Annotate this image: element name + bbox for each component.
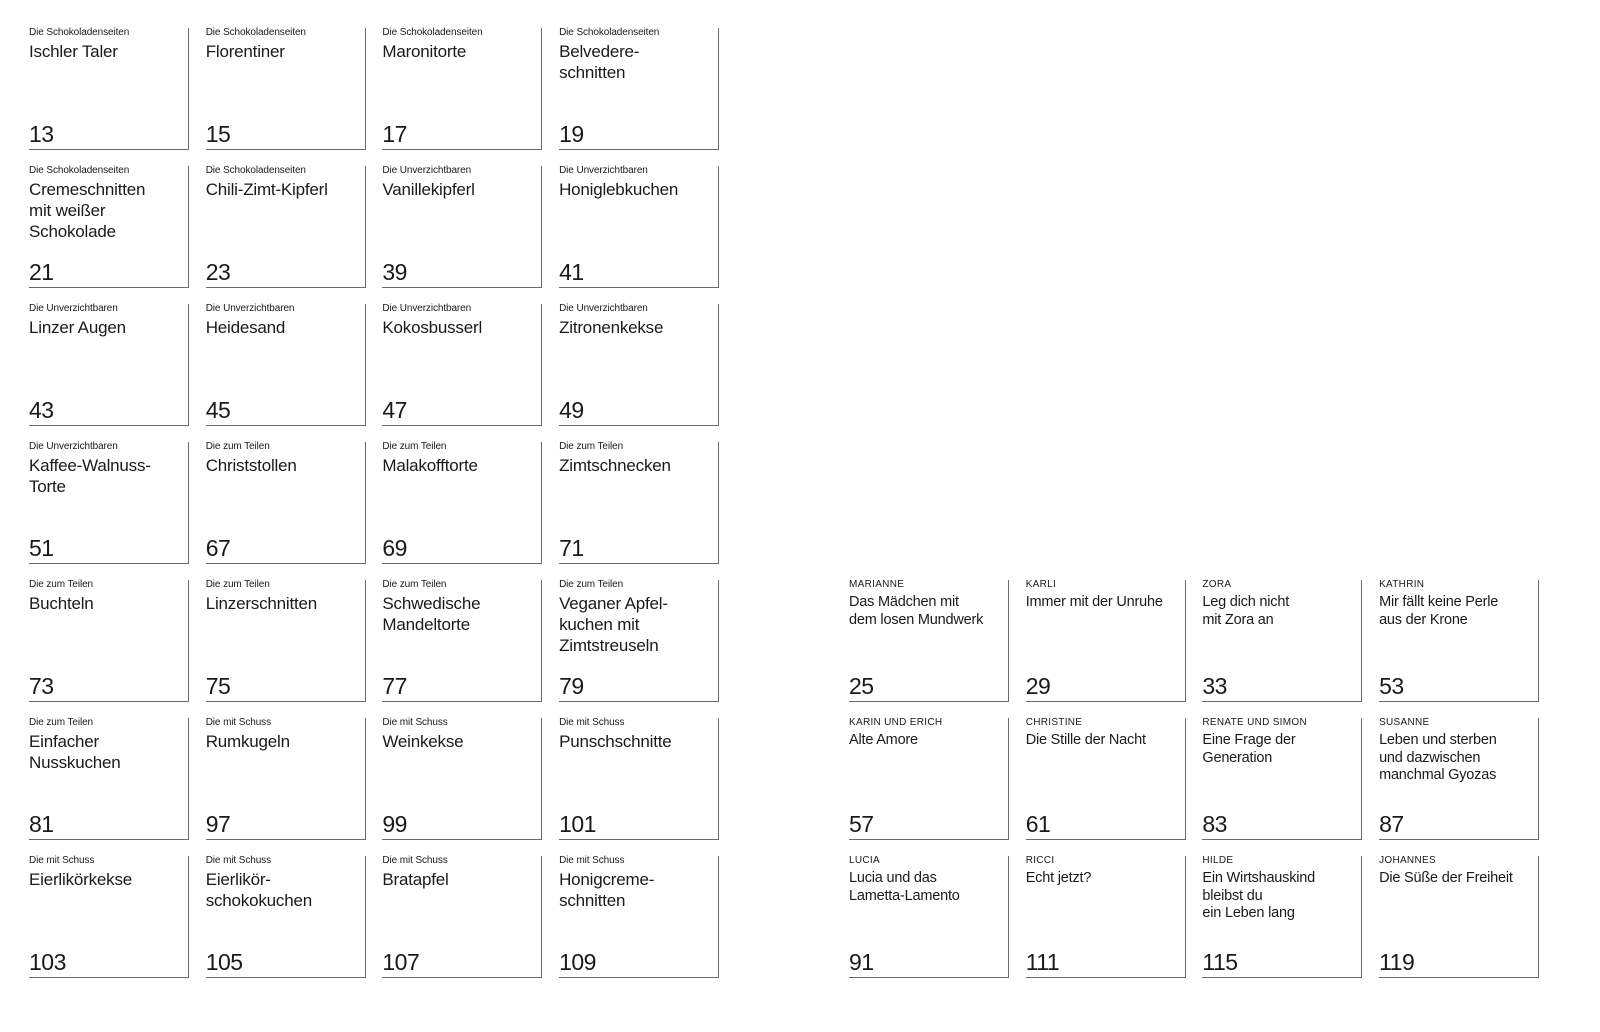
recipe-category: Die zum Teilen: [559, 441, 624, 452]
story-person-name: SUSANNE: [1379, 717, 1430, 728]
recipe-entry[interactable]: [382, 28, 542, 150]
page-number: 15: [205, 121, 231, 147]
story-person-name: MARIANNE: [849, 579, 905, 590]
story-title: Das Mädchen mit dem losen Mundwerk: [849, 594, 984, 628]
story-person-name: HILDE: [1202, 855, 1234, 866]
page-number: 103: [29, 949, 66, 975]
page-number: 115: [1202, 949, 1238, 975]
recipe-category: Die zum Teilen: [205, 441, 270, 452]
story-entry[interactable]: [1202, 718, 1362, 840]
recipe-title: Honigcreme- schnitten: [559, 870, 655, 910]
page-number: 17: [382, 121, 407, 147]
recipe-title: Rumkugeln: [205, 732, 290, 751]
recipe-category: Die Schokoladenseiten: [205, 27, 306, 38]
recipe-category: Die zum Teilen: [559, 579, 624, 590]
recipe-title: Heidesand: [205, 318, 286, 337]
recipe-entry[interactable]: [206, 718, 366, 840]
story-entry[interactable]: [1026, 718, 1186, 840]
page-number: 87: [1379, 811, 1404, 837]
recipe-title: Ischler Taler: [29, 42, 118, 61]
page-number: 67: [205, 535, 231, 561]
recipe-entry[interactable]: [559, 718, 719, 840]
story-title: Immer mit der Unruhe: [1025, 594, 1163, 610]
page-number: 39: [382, 259, 407, 285]
recipe-category: Die Unverzichtbaren: [29, 303, 118, 314]
story-person-name: KARIN UND ERICH: [849, 717, 943, 728]
recipe-title: Maronitorte: [382, 42, 467, 61]
recipe-category: Die mit Schuss: [559, 855, 625, 866]
recipe-category: Die zum Teilen: [29, 717, 94, 728]
page-number: 19: [559, 121, 584, 147]
recipe-title: Schwedische Mandeltorte: [382, 594, 481, 634]
recipe-category: Die Unverzichtbaren: [559, 303, 648, 314]
recipe-title: Florentiner: [205, 42, 285, 61]
recipe-title: Kokosbusserl: [382, 318, 483, 337]
recipe-entry[interactable]: [206, 166, 366, 288]
page-number: 51: [29, 535, 54, 561]
recipe-entry[interactable]: [559, 28, 719, 150]
recipe-title: Cremeschnitten mit weißer Schokolade: [29, 180, 146, 241]
recipe-entry[interactable]: [206, 856, 366, 978]
recipe-category: Die mit Schuss: [382, 717, 448, 728]
recipe-title: Malakofftorte: [382, 456, 478, 475]
page-number: 81: [29, 811, 54, 837]
recipe-entry[interactable]: [382, 580, 542, 702]
recipe-title: Veganer Apfel- kuchen mit Zimtstreuseln: [559, 594, 668, 655]
story-entry[interactable]: [1202, 580, 1362, 702]
recipe-index-grid: [29, 28, 719, 978]
page-number: 107: [382, 949, 420, 975]
page-number: 91: [849, 949, 874, 975]
page-number: 45: [205, 397, 231, 423]
recipe-category: Die Unverzichtbaren: [29, 441, 118, 452]
recipe-entry[interactable]: [559, 304, 719, 426]
recipe-entry[interactable]: [206, 442, 366, 564]
story-person-name: JOHANNES: [1379, 855, 1436, 866]
recipe-category: Die zum Teilen: [382, 441, 447, 452]
recipe-entry[interactable]: [559, 442, 719, 564]
page-number: 23: [205, 259, 231, 285]
page-number: 29: [1025, 673, 1051, 699]
page-number: 69: [382, 535, 407, 561]
story-person-name: KATHRIN: [1379, 579, 1425, 590]
recipe-title: Eierlikörkekse: [29, 870, 133, 889]
story-person-name: LUCIA: [849, 855, 880, 866]
recipe-title: Vanillekipferl: [382, 180, 475, 199]
story-title: Alte Amore: [849, 732, 918, 748]
recipe-title: Buchteln: [29, 594, 94, 613]
page-number: 43: [29, 397, 54, 423]
page-number: 57: [849, 811, 874, 837]
recipe-entry[interactable]: [382, 166, 542, 288]
page-number: 73: [29, 673, 54, 699]
recipe-title: Linzerschnitten: [205, 594, 318, 613]
recipe-entry[interactable]: [206, 304, 366, 426]
page-number: 111: [1025, 949, 1060, 975]
recipe-title: Zitronenkekse: [559, 318, 664, 337]
story-entry[interactable]: [1379, 580, 1539, 702]
recipe-entry[interactable]: [29, 718, 189, 840]
recipe-category: Die Schokoladenseiten: [382, 27, 483, 38]
recipe-category: Die mit Schuss: [382, 855, 448, 866]
page-number: 49: [559, 397, 584, 423]
story-entry[interactable]: [849, 580, 1009, 702]
story-person-name: ZORA: [1202, 579, 1232, 590]
recipe-category: Die Unverzichtbaren: [382, 165, 472, 176]
recipe-title: Linzer Augen: [29, 318, 126, 337]
recipe-category: Die zum Teilen: [382, 579, 447, 590]
page-number: 99: [382, 811, 407, 837]
page-number: 25: [849, 673, 874, 699]
story-entry[interactable]: [1026, 580, 1186, 702]
story-entry[interactable]: [1379, 856, 1539, 978]
page-number: 21: [29, 259, 54, 285]
page-number: 79: [559, 673, 584, 699]
recipe-title: Weinkekse: [382, 732, 464, 751]
page-number: 71: [559, 535, 584, 561]
story-person-name: RENATE UND SIMON: [1202, 717, 1307, 728]
recipe-category: Die zum Teilen: [29, 579, 94, 590]
story-person-name: KARLI: [1025, 579, 1057, 590]
recipe-category: Die zum Teilen: [205, 579, 270, 590]
story-entry[interactable]: [1379, 718, 1539, 840]
recipe-title: Bratapfel: [382, 870, 449, 889]
recipe-category: Die mit Schuss: [559, 717, 625, 728]
story-title: Eine Frage der Generation: [1202, 732, 1296, 766]
recipe-entry[interactable]: [559, 166, 719, 288]
recipe-entry[interactable]: [29, 166, 189, 288]
story-person-name: RICCI: [1025, 855, 1055, 866]
recipe-category: Die mit Schuss: [29, 855, 95, 866]
recipe-title: Chili-Zimt-Kipferl: [205, 180, 328, 199]
page-number: 105: [205, 949, 243, 975]
recipe-title: Einfacher Nusskuchen: [29, 732, 121, 772]
story-entry[interactable]: [1026, 856, 1186, 978]
recipe-category: Die Unverzichtbaren: [205, 303, 295, 314]
page-number: 61: [1025, 811, 1051, 837]
recipe-entry[interactable]: [29, 28, 189, 150]
story-title: Lucia und das Lametta-Lamento: [849, 870, 960, 904]
page-number: 53: [1379, 673, 1404, 699]
recipe-category: Die mit Schuss: [205, 855, 271, 866]
story-entry[interactable]: [849, 718, 1009, 840]
recipe-entry[interactable]: [206, 580, 366, 702]
story-title: Leg dich nicht mit Zora an: [1202, 594, 1290, 628]
recipe-category: Die Schokoladenseiten: [29, 27, 130, 38]
recipe-entry[interactable]: [29, 856, 189, 978]
recipe-entry[interactable]: [29, 442, 189, 564]
recipe-entry[interactable]: [29, 580, 189, 702]
recipe-title: Eierlikör- schokokuchen: [205, 870, 312, 910]
recipe-category: Die Unverzichtbaren: [559, 165, 648, 176]
recipe-entry[interactable]: [382, 856, 542, 978]
recipe-entry[interactable]: [382, 718, 542, 840]
page-number: 97: [205, 811, 231, 837]
recipe-entry[interactable]: [559, 580, 719, 702]
page-number: 41: [559, 259, 584, 285]
recipe-entry[interactable]: [559, 856, 719, 978]
recipe-entry[interactable]: [206, 28, 366, 150]
recipe-title: Kaffee-Walnuss- Torte: [29, 456, 151, 496]
page-number: 75: [205, 673, 231, 699]
recipe-title: Christstollen: [205, 456, 297, 475]
recipe-category: Die mit Schuss: [205, 717, 271, 728]
story-entry[interactable]: [1202, 856, 1362, 978]
story-entry[interactable]: [849, 856, 1009, 978]
story-title: Leben und sterben und dazwischen manchmal Gyozas: [1379, 732, 1497, 783]
recipe-category: Die Schokoladenseiten: [205, 165, 306, 176]
story-title: Die Stille der Nacht: [1025, 732, 1146, 748]
page-number: 13: [29, 121, 54, 147]
page-number: 83: [1202, 811, 1227, 837]
story-title: Die Süße der Freiheit: [1379, 870, 1513, 886]
recipe-title: Punschschnitte: [559, 732, 672, 751]
page-number: 109: [559, 949, 596, 975]
story-index-grid: [849, 580, 1539, 978]
page-number: 33: [1202, 673, 1227, 699]
recipe-title: Honiglebkuchen: [559, 180, 679, 199]
recipe-category: Die Schokoladenseiten: [29, 165, 130, 176]
story-title: Mir fällt keine Perle aus der Krone: [1379, 594, 1499, 628]
recipe-entry[interactable]: [382, 442, 542, 564]
page-number: 47: [382, 397, 407, 423]
page-number: 119: [1379, 949, 1415, 975]
recipe-title: Zimtschnecken: [559, 456, 671, 475]
recipe-entry[interactable]: [29, 304, 189, 426]
page-number: 101: [559, 811, 596, 837]
recipe-category: Die Schokoladenseiten: [559, 27, 660, 38]
recipe-title: Belvedere- schnitten: [559, 42, 640, 82]
story-title: Echt jetzt?: [1025, 870, 1092, 886]
story-person-name: CHRISTINE: [1025, 717, 1083, 728]
story-title: Ein Wirtshauskind bleibst du ein Leben lang: [1202, 870, 1316, 921]
page-number: 77: [382, 673, 407, 699]
recipe-category: Die Unverzichtbaren: [382, 303, 472, 314]
recipe-entry[interactable]: [382, 304, 542, 426]
